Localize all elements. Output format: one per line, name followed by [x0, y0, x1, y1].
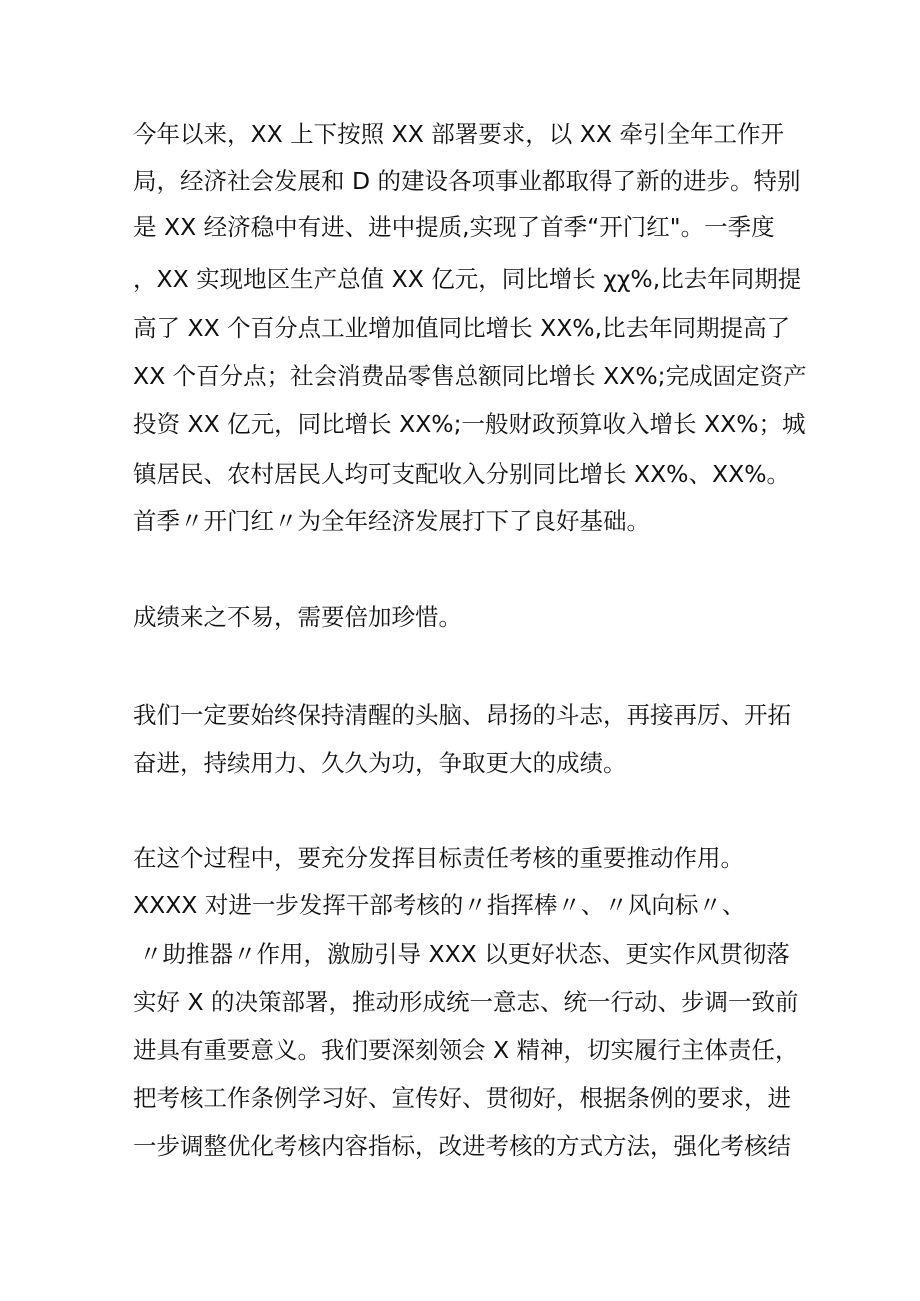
paragraph-4-line-7: 一步调整优化考核内容指标，改进考核的方式方法，强化考核结	[133, 1132, 791, 1160]
paragraph-1-line-2: 局，经济社会发展和 D 的建设各项事业都取得了新的进步。特别	[133, 167, 801, 195]
paragraph-1-line-9: 首季〃开门红〃为全年经济发展打下了良好基础。	[133, 507, 650, 535]
paragraph-4-line-4: 实好 X 的决策部署，推动形成统一意志、统一行动、步调一致前	[133, 988, 799, 1016]
paragraph-1-line-7: 投资 XX 亿元，同比增长 XX%;一般财政预算收入增长 XX%；城	[133, 410, 806, 438]
paragraph-1-line-6: XX 个百分点；社会消费品零售总额同比增长 XX%;完成固定资产	[133, 362, 807, 390]
paragraph-4-line-2: XXXX 对进一步发挥干部考核的〃指挥棒〃、〃风向标〃、	[133, 891, 746, 919]
paragraph-1-line-3: 是 XX 经济稳中有进、进中提质,实现了首季“开门红"。一季度	[133, 213, 775, 241]
paragraph-1-line-8: 镇居民、农村居民人均可支配收入分别同比增长 XX%、XX%。	[133, 460, 791, 488]
paragraph-4-line-1: 在这个过程中，要充分发挥目标责任考核的重要推动作用。	[133, 844, 744, 872]
paragraph-1-line-5: 高了 XX 个百分点工业增加值同比增长 XX%,比去年同期提高了	[133, 314, 791, 342]
paragraph-4-line-6: 把考核工作条例学习好、宣传好、贯彻好，根据条例的要求，进	[133, 1084, 791, 1112]
paragraph-1-line-4: ，XX 实现地区生产总值 XX 亿元，同比增长 χχ%,比去年同期提	[133, 265, 802, 293]
paragraph-2-line-1: 成绩来之不易，需要倍加珍惜。	[133, 603, 462, 631]
paragraph-4-line-5: 进具有重要意义。我们要深刻领会 X 精神，切实履行主体责任，	[133, 1036, 799, 1064]
paragraph-4-line-3: 〃助推器〃作用，激励引导 XXX 以更好状态、更实作风贯彻落	[139, 940, 790, 968]
paragraph-3-line-2: 奋进，持续用力、久久为功，争取更大的成绩。	[133, 749, 627, 777]
paragraph-1-line-1: 今年以来，XX 上下按照 XX 部署要求，以 XX 牵引全年工作开	[133, 120, 784, 148]
paragraph-3-line-1: 我们一定要始终保持清醒的头脑、昂扬的斗志，再接再厉、开拓	[133, 701, 791, 729]
